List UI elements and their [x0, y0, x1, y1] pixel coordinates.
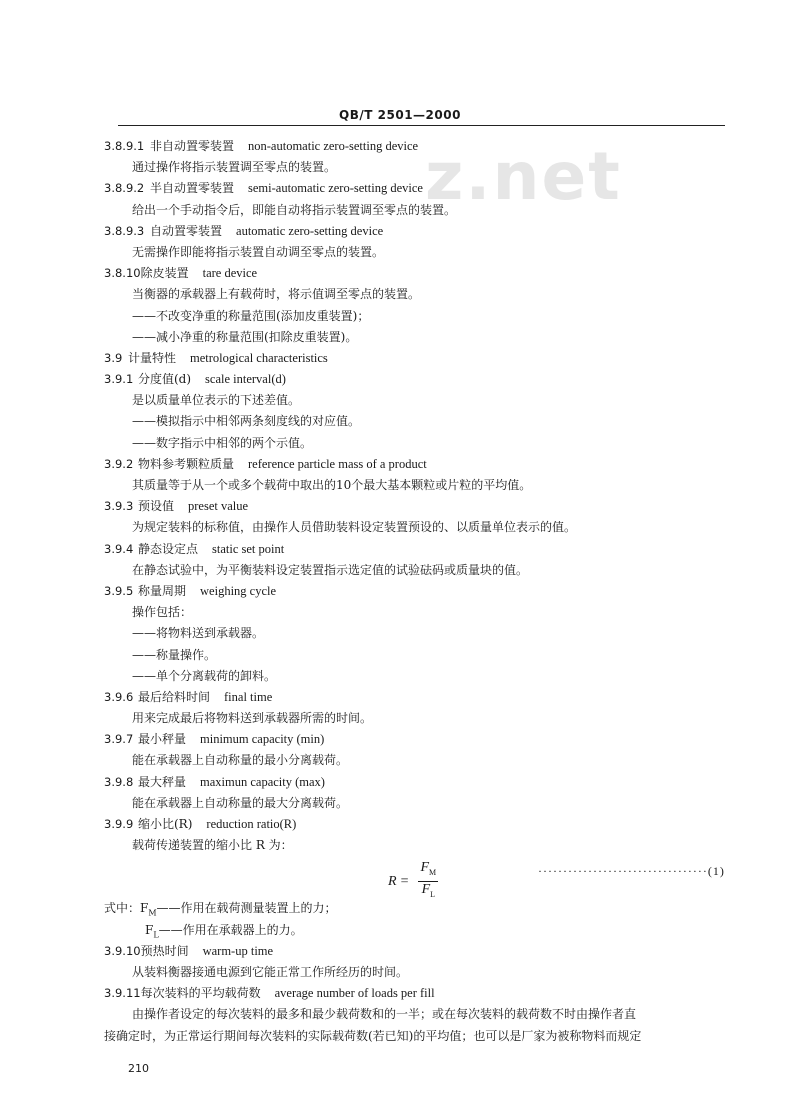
paragraph: 为规定装料的标称值，由操作人员借助装料设定装置预设的、以质量单位表示的值。	[132, 520, 577, 535]
section-heading	[0, 369, 800, 390]
section-number: 3.9.9	[104, 817, 134, 831]
section-title: 每次装料的平均载荷数	[140, 986, 261, 1001]
section-title: 称量周期	[138, 583, 187, 598]
section-number: 3.9.11	[104, 986, 141, 1001]
section-heading	[0, 221, 800, 242]
section-title: 半自动置零装置	[150, 181, 235, 196]
section-number: 3.9.8	[104, 774, 134, 789]
paragraph: 当衡器的承载器上有载荷时，将示值调至零点的装置。	[132, 287, 421, 302]
list-item: ——模拟指示中相邻两条刻度线的对应值。	[132, 414, 361, 429]
watermark: z.net	[425, 138, 622, 215]
where-clause: 式中：$F_M——$作用在载荷测量装置上的力；	[104, 901, 337, 918]
formula-leader: ··································(1)	[538, 864, 725, 879]
section-heading	[0, 263, 800, 284]
section-number: 3.9.5	[104, 583, 134, 598]
section-title: 静态设定点	[138, 541, 199, 556]
list-item: ——单个分离载荷的卸料。	[132, 668, 277, 683]
paragraph: 通过操作将指示装置调至零点的装置。	[132, 160, 337, 175]
section-title-en: minimum capacity (min)	[200, 732, 325, 747]
section-title-en: maximun capacity (max)	[200, 774, 325, 789]
paragraph: 无需操作即能将指示装置自动调至零点的装置。	[132, 244, 385, 259]
paragraph: 从装料衡器接通电源到它能正常工作所经历的时间。	[132, 964, 409, 979]
list-item: ——减小净重的称量范围(扣除皮重装置)。	[132, 329, 358, 344]
section-heading	[0, 348, 800, 369]
section-heading	[0, 729, 800, 750]
section-heading	[0, 178, 800, 199]
section-title: 非自动置零装置	[150, 139, 235, 153]
section-title-en: reference particle mass of a product	[248, 456, 427, 471]
section-number: 3.9.2	[104, 456, 134, 471]
paragraph: 在静态试验中，为平衡装料设定装置指示选定值的试验砝码或质量块的值。	[132, 562, 529, 577]
formula-fraction	[418, 860, 438, 903]
list-item: ——不改变净重的称量范围(添加皮重装置)；	[132, 308, 370, 323]
section-number: 3.9.4	[104, 541, 134, 556]
formula-denominator: $F_L$	[421, 882, 436, 899]
section-title: 计量特性	[128, 350, 177, 365]
section-number: 3.9.10	[104, 943, 141, 958]
paragraph: 其质量等于从一个或多个载荷中取出的10个最大基本颗粒或片粒的平均值。	[132, 478, 532, 492]
section-title-en: metrological characteristics	[190, 350, 328, 365]
paragraph: 载荷传递装置的缩小比 R 为：	[132, 838, 293, 853]
section-heading	[0, 496, 800, 517]
section-title-en: warm-up time	[202, 943, 274, 958]
paragraph: 是以质量单位表示的下述差值。	[132, 393, 301, 408]
page-number: 210	[128, 1062, 149, 1075]
section-heading	[0, 687, 800, 708]
header-rule	[118, 125, 725, 126]
list-item: ——数字指示中相邻的两个示值。	[132, 435, 313, 450]
formula-1	[0, 856, 800, 898]
section-number: 3.9	[104, 350, 123, 365]
section-title-en: scale interval(d)	[205, 372, 286, 387]
paragraph: 能在承载器上自动称量的最大分离载荷。	[132, 795, 349, 810]
formula-lhs: R	[388, 873, 397, 889]
section-title: 最小秤量	[138, 732, 187, 747]
section-number: 3.9.6	[104, 689, 134, 704]
section-title: 缩小比(R)	[138, 817, 193, 831]
section-title-en: static set point	[212, 541, 285, 556]
section-heading	[0, 136, 800, 157]
section-title-en: non-automatic zero-setting device	[248, 139, 419, 153]
section-title-en: semi-automatic zero-setting device	[248, 181, 423, 196]
section-title: 除皮装置	[140, 266, 189, 281]
paragraph: 由操作者设定的每次装料的最多和最少载荷数和的一半；或在每次装料的载荷数不时由操作者直	[132, 1007, 637, 1022]
formula-label: (1)	[707, 864, 725, 879]
section-title-en: weighing cycle	[200, 583, 277, 598]
formula-numerator: $F_M$	[418, 860, 438, 882]
section-title: 预热时间	[140, 943, 189, 958]
section-title-en: preset value	[188, 499, 249, 514]
section-heading	[0, 941, 800, 962]
section-heading	[0, 539, 800, 560]
section-heading	[0, 772, 800, 793]
page-header: QB/T 2501—2000	[339, 108, 461, 122]
paragraph: 能在承载器上自动称量的最小分离载荷。	[132, 753, 349, 768]
section-title: 分度值(d)	[138, 372, 192, 387]
paragraph: 操作包括：	[132, 605, 193, 620]
paragraph: 用来完成最后将物料送到承载器所需的时间。	[132, 711, 373, 726]
content	[0, 136, 800, 1047]
formula-expression	[388, 860, 438, 903]
section-title: 最后给料时间	[138, 689, 211, 704]
section-heading	[0, 454, 800, 475]
section-number: 3.8.9.1	[104, 139, 145, 153]
list-item: ——将物料送到承载器。	[132, 626, 265, 641]
list-item: ——称量操作。	[132, 647, 217, 662]
formula-equals: =	[400, 873, 409, 889]
section-heading	[0, 814, 800, 835]
where-clause: $F_L——$作用在承载器上的力。	[145, 922, 303, 939]
section-title-en: reduction ratio(R)	[206, 817, 297, 831]
section-number: 3.9.1	[104, 372, 134, 387]
section-title: 预设值	[138, 499, 175, 514]
section-heading	[0, 581, 800, 602]
section-title-en: average number of loads per fill	[274, 986, 435, 1001]
section-title-en: tare device	[202, 266, 258, 281]
section-title: 自动置零装置	[150, 223, 223, 238]
section-heading	[0, 983, 800, 1004]
section-number: 3.8.9.2	[104, 181, 145, 196]
section-title-en: final time	[224, 689, 273, 704]
section-title: 最大秤量	[138, 774, 187, 789]
section-title: 物料参考颗粒质量	[138, 456, 235, 471]
section-number: 3.8.9.3	[104, 223, 145, 238]
paragraph: 接确定时，为正常运行期间每次装料的实际载荷数(若已知)的平均值；也可以是厂家为被称物料而规定	[104, 1028, 642, 1043]
section-number: 3.8.10	[104, 266, 141, 281]
section-title-en: automatic zero-setting device	[236, 223, 384, 238]
section-number: 3.9.7	[104, 732, 134, 747]
section-number: 3.9.3	[104, 499, 134, 514]
paragraph: 给出一个手动指令后，即能自动将指示装置调至零点的装置。	[132, 202, 457, 217]
